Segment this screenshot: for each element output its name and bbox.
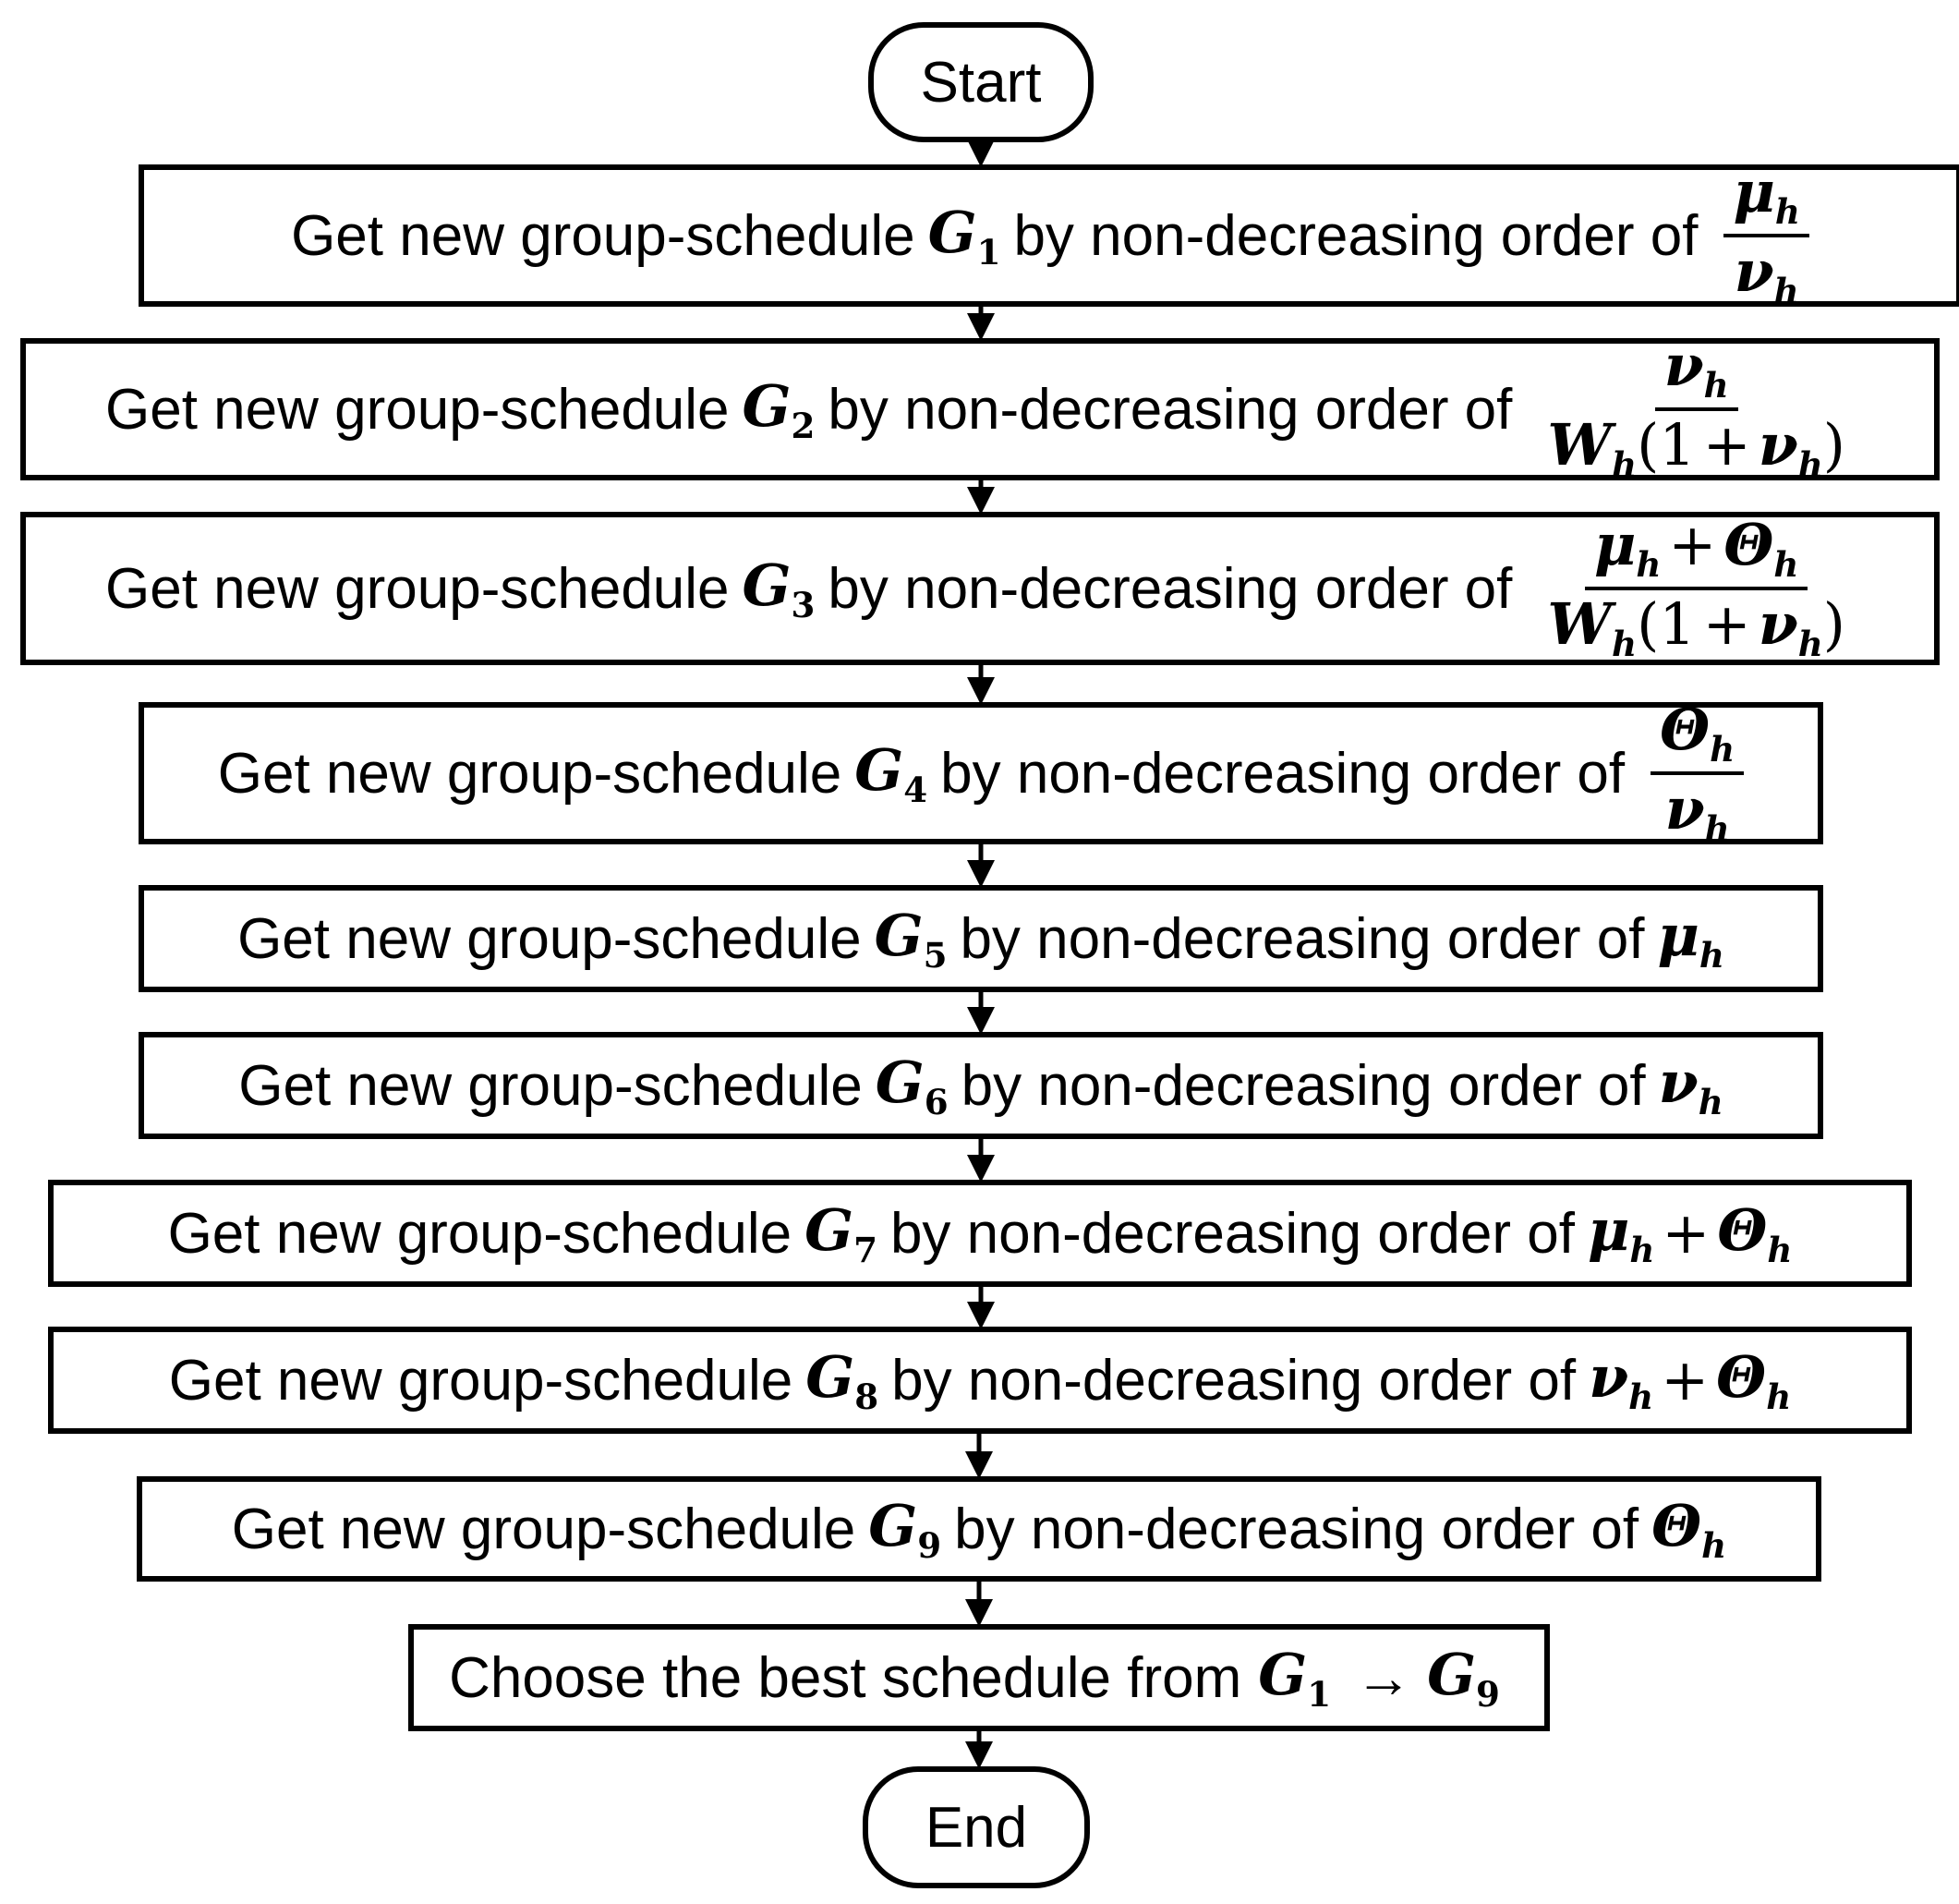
step-node-g2: [20, 331, 1940, 486]
end-label: End: [925, 1795, 1028, 1860]
schedule-symbol: $G_3$: [742, 551, 816, 625]
step-mid-text: by non-decreasing order of: [954, 1497, 1639, 1561]
schedule-symbol: $G_4$: [854, 735, 928, 810]
schedule-symbol: $G_9$: [868, 1491, 942, 1566]
step-mid-text: by non-decreasing order of: [961, 1053, 1646, 1118]
step-prefix-text: Get new group-schedule: [238, 1053, 863, 1118]
ordering-criterion: $\Theta_h$: [1651, 1491, 1727, 1566]
criterion-denominator: $W_h(1 + \nu_h)$: [1547, 590, 1845, 665]
step-mid-text: by non-decreasing order of: [891, 1348, 1577, 1413]
step-mid-text: by non-decreasing order of: [960, 906, 1645, 971]
step-prefix-text: Get new group-schedule: [105, 377, 730, 442]
step-mid-text: by non-decreasing order of: [889, 1201, 1575, 1266]
end-node: [863, 1766, 1090, 1888]
step-node-g1: [139, 157, 1959, 312]
criterion-numerator: $\Theta_h$: [1651, 699, 1744, 775]
ordering-criterion: $\mu_h$: [1657, 901, 1724, 976]
start-node: [868, 22, 1094, 142]
step-prefix-text: Get new group-schedule: [291, 203, 915, 268]
step-prefix-text: Get new group-schedule: [168, 1348, 793, 1413]
final-step-label: Choose the best schedule from: [449, 1645, 1242, 1710]
step-prefix-text: Get new group-schedule: [105, 556, 730, 621]
step-node-g7: [48, 1180, 1912, 1287]
final-to-symbol: $G_9$: [1427, 1640, 1500, 1715]
final-step-node: [408, 1624, 1550, 1731]
ordering-criterion: [1525, 510, 1855, 665]
step-prefix-text: Get new group-schedule: [167, 1201, 792, 1266]
ordering-criterion: $\nu_h$: [1658, 1048, 1723, 1122]
ordering-criterion: [1638, 695, 1744, 850]
step-prefix-text: Get new group-schedule: [231, 1497, 856, 1561]
step-prefix-text: Get new group-schedule: [217, 741, 842, 806]
step-node-g4: [139, 695, 1823, 850]
criterion-numerator: $\nu_h$: [1655, 335, 1738, 411]
ordering-criterion: $\nu_h$ + $\Theta_h$: [1589, 1342, 1792, 1417]
step-mid-text: by non-decreasing order of: [828, 377, 1513, 442]
schedule-symbol: $G_6$: [875, 1048, 949, 1122]
step-node-g8: [48, 1327, 1912, 1434]
step-mid-text: by non-decreasing order of: [1013, 203, 1699, 268]
final-arrow-symbol: →: [1355, 1645, 1413, 1710]
criterion-denominator: $\nu_h$: [1664, 775, 1730, 850]
criterion-denominator: $\nu_h$: [1734, 237, 1799, 312]
ordering-criterion: $\mu_h$ + $\Theta_h$: [1587, 1195, 1793, 1270]
schedule-symbol: $G_2$: [742, 371, 816, 446]
schedule-symbol: $G_1$: [927, 198, 1001, 273]
step-mid-text: by non-decreasing order of: [940, 741, 1626, 806]
step-node-g9: [137, 1476, 1821, 1582]
step-node-g6: [139, 1032, 1823, 1139]
ordering-criterion: [1525, 331, 1855, 486]
start-label: Start: [920, 50, 1042, 115]
step-node-g5: [139, 885, 1823, 992]
schedule-symbol: $G_7$: [804, 1195, 877, 1270]
ordering-criterion: [1711, 157, 1808, 312]
schedule-symbol: $G_5$: [874, 901, 948, 976]
step-mid-text: by non-decreasing order of: [828, 556, 1513, 621]
criterion-numerator: $\mu_h + \Theta_h$: [1585, 515, 1808, 590]
step-node-g3: [20, 512, 1940, 665]
schedule-symbol: $G_8$: [805, 1342, 879, 1417]
final-from-symbol: $G_1$: [1258, 1640, 1332, 1715]
criterion-denominator: $W_h(1 + \nu_h)$: [1547, 411, 1845, 486]
step-prefix-text: Get new group-schedule: [237, 906, 862, 971]
criterion-numerator: $\mu_h$: [1723, 162, 1808, 237]
